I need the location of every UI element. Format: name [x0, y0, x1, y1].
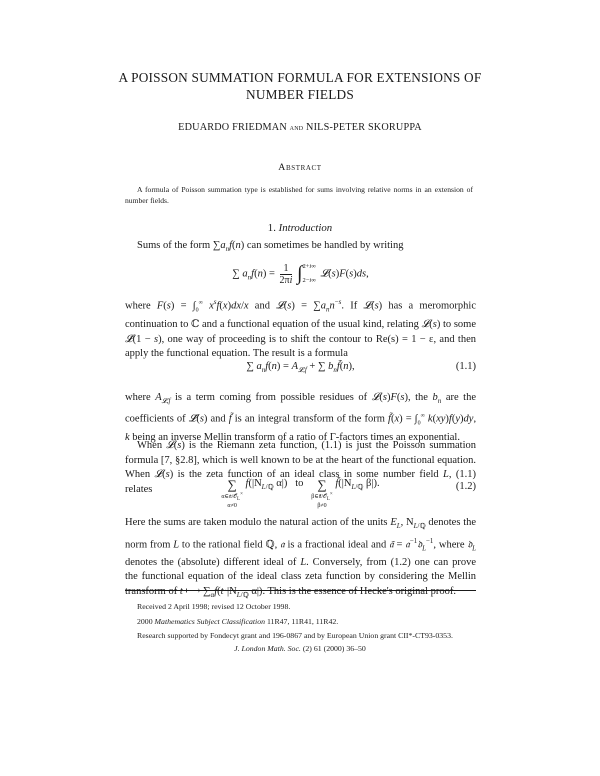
p4-b: is the zeta function of an ideal class in some number field	[177, 469, 439, 481]
p4-c: , (1.1) relates	[125, 469, 477, 495]
footnote-msc	[137, 617, 477, 627]
paragraph-5: Here the sums are taken modulo the natural action of the units $E_L$, $N_{L/ℚ}$ denotes the norm from L to the rational field ℚ, 𝔞 is a fractional ideal and 𝔞̃ = 𝔞$^{-1}$𝔡$_L^{-1}$, where 𝔡$_L$ denotes the (absolute) different ideal of L. Conversely, from (1.2) one can prove the functional equation of the ideal class zeta function by considering the Mellin transform of t ⟼ $\sum_\alpha f(t\cdot|N_{L/ℚ}$ α|). This is the essence of Hecke's original proof.	[125, 517, 477, 600]
abstract-text: A formula of Poisson summation type is established for sums involving relative norms in an extension of number fields.	[125, 185, 473, 205]
author-1: EDUARDO FRIEDMAN	[178, 122, 287, 133]
journal-name: J. London Math. Soc.	[234, 644, 301, 653]
p3-b: is a term coming from possible residues of	[174, 392, 368, 403]
p3-a: where	[125, 392, 151, 403]
p5-d: is a fractional ideal and	[287, 539, 387, 551]
p1-text-b: can sometimes be handled by writing	[246, 240, 404, 251]
paragraph-2: where $F(s) = \int_0^\infty$ $x^sf(x)dx/x$ and 𝓛(s) = $\sum a_nn^{-s}$. If 𝓛(s) has a meromorphic continuation to ℂ and a functional equation of the usual kind, relating 𝓛(s) to some 𝓛̃(1 − s), one way of proceeding is to shift the contour to Re(s) = 1 − ε, and then apply the functional equation. The result is a formula	[125, 298, 477, 360]
p2-rest-2: to some	[443, 319, 477, 331]
p1-text-a: Sums of the form	[137, 240, 211, 251]
equation-1-1-body: ∑ $a_nf(n) = A_{𝓛,f}$ + ∑ $b_nf̃(n)$,	[246, 361, 355, 375]
p5-g: . Conversely, from (1.2) one can prove the functional equation of the ideal class zeta function by considering the Mellin transform of	[125, 556, 477, 598]
p3-c: , the	[407, 392, 428, 403]
paragraph-1: Sums of the form $\sum a_nf(n)$ can sometimes be handled by writing	[137, 240, 404, 254]
author-2: NILS-PETER SKORUPPA	[306, 122, 422, 133]
p3-e: and	[210, 413, 226, 425]
paragraph-3: where $A_{𝓛,f}$ is a term coming from possible residues of 𝓛(s)F(s), the $b_n$ are the coefficients of 𝓛̃(s) and f̃ is an integral transform of the form f̃(x) = $\int_0^\infty$ k(xy)f(y)dy, k being an inverse Mellin transform of a ratio of Γ-factors times an exponential.	[125, 392, 477, 443]
equation-1-1	[125, 361, 476, 377]
p5-a: Here the sums are taken modulo the natural action of the units	[125, 517, 388, 528]
p2-and: and	[254, 300, 270, 312]
msc-year: 2000	[137, 617, 153, 626]
equation-integral-body: ∑ $a_nf(n)$ = $\frac{1}{2\pi i}$ ∫ 2+i∞ 2−i∞ 𝓛(s)F(s)ds,	[232, 262, 369, 286]
footnote-support: Research supported by Fondecyt grant and 196-0867 and by European Union grant CII*-CT93-0353.	[137, 631, 453, 640]
p5-f: denotes the (absolute) different ideal of	[125, 556, 297, 568]
author-line	[0, 122, 600, 133]
paper-title-line-1: A POISSON SUMMATION FORMULA FOR EXTENSIONS OF	[118, 70, 482, 85]
abstract-heading: Abstract	[278, 162, 322, 173]
p2-rest: has a meromorphic continuation to ℂ and a functional equation of the usual kind, relating	[125, 300, 476, 331]
footnote-rule	[125, 590, 476, 591]
footnote-received: Received 2 April 1998; revised 12 October 1998.	[137, 602, 291, 611]
equation-1-2-to: to	[295, 478, 304, 489]
paper-title-line-2: NUMBER FIELDS	[246, 87, 354, 102]
equation-1-2	[125, 478, 476, 514]
p2-rest-3: , one way of proceeding is to shift the contour to Re(s) = 1 − ε, and then apply the functional equation. The result is a formula	[125, 333, 476, 360]
section-number: 1.	[267, 222, 276, 234]
paragraph-4: When 𝓛(s) is the Riemann zeta function, (1.1) is just the Poisson summation formula [7, §2.8], which is well known to be at the heart of the functional equation. When 𝓛(s) is the zeta function of an ideal class in some number field L, (1.1) relates	[125, 440, 477, 495]
equation-1-2-label: (1.2)	[455, 481, 476, 492]
p3-f: is an integral transform of the form	[234, 413, 385, 425]
msc-label: Mathematics Subject Classification	[154, 617, 265, 626]
msc-codes: 11R47, 11R41, 11R42.	[266, 617, 339, 626]
journal-reference	[0, 644, 600, 653]
p3-g: being an inverse Mellin transform of a ratio of Γ-factors times an exponential.	[132, 431, 460, 443]
equation-integral	[125, 258, 476, 294]
p5-e: , where	[433, 539, 465, 551]
equation-1-2-body: ∑ α∈𝔞/𝒪$_L$× α≠0 $f(|N_{L/ℚ}$ α|) to ∑ β∈𝔞̃/𝒪$_L$× β≠0 $f̃(|N_{L/ℚ}$ β|).	[221, 477, 380, 510]
section-heading	[0, 222, 600, 234]
section-title: Introduction	[278, 222, 333, 234]
author-conjunction: and	[289, 122, 304, 132]
p2-where: where	[125, 300, 151, 312]
equation-1-1-label: (1.1)	[455, 361, 476, 372]
p5-c: to the rational field ℚ,	[181, 539, 278, 551]
journal-volume: (2) 61 (2000) 36–50	[302, 644, 366, 653]
p5-b: denotes the norm from	[125, 517, 477, 551]
p4-a: is the Riemann zeta function, (1.1) is just the Poisson summation formula [7, §2.8], which is well known to be at the heart of the functional equation. When	[125, 440, 477, 481]
p3-d: are the coefficients of	[125, 392, 477, 425]
p2-if: . If	[341, 300, 358, 312]
p5-h: . This is the essence of Hecke's original proof.	[262, 586, 457, 598]
p4-when: When	[137, 440, 163, 451]
